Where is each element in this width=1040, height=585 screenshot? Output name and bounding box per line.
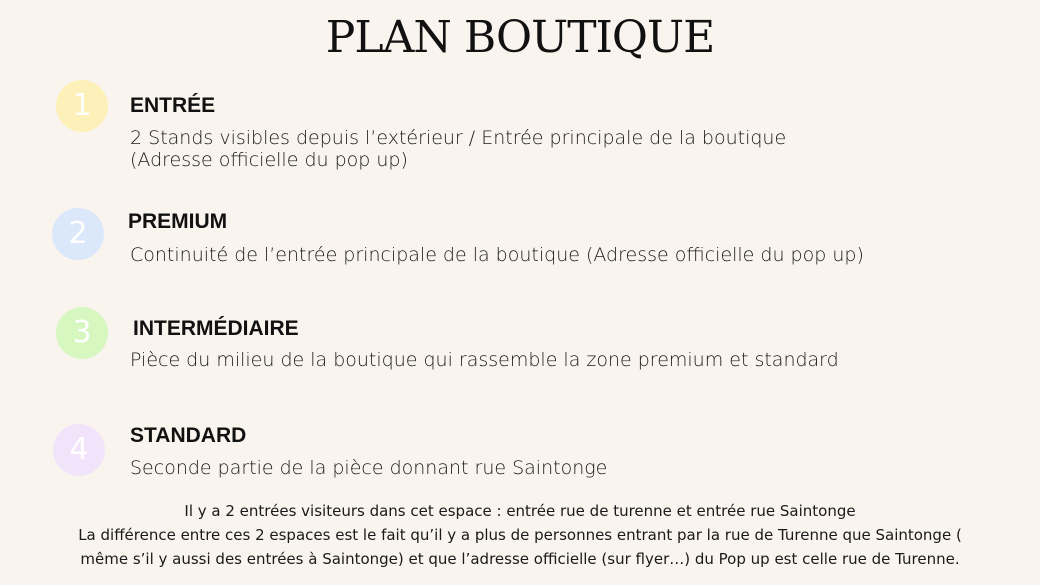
footer-note [20,499,1020,571]
section-3-description-line-1: Pièce du milieu de la boutique qui rassemble la zone premium et standard [130,349,839,371]
section-1-number-badge: 1 [56,80,108,132]
section-4-heading: STANDARD [130,424,247,447]
section-4-number-badge: 4 [53,424,105,476]
section-1-heading: ENTRÉE [130,94,216,117]
section-2-heading: PREMIUM [128,210,228,233]
page-title: PLAN BOUTIQUE [325,12,715,63]
section-4-description-line-1: Seconde partie de la pièce donnant rue Saintonge [130,457,608,479]
section-2-description-line-1: Continuité de l’entrée principale de la boutique (Adresse officielle du pop up) [130,244,864,266]
section-3-number-badge: 3 [56,307,108,359]
section-1-description-line-2: (Adresse officielle du pop up) [130,149,408,171]
section-1-description-line-1: 2 Stands visibles depuis l’extérieur / Entrée principale de la boutique [130,127,787,149]
footer-line-2: La différence entre ces 2 espaces est le fait qu’il y a plus de personnes entrant par la rue de Turenne que Saintonge ( [78,526,962,544]
footer-line-1: Il y a 2 entrées visiteurs dans cet espace : entrée rue de turenne et entrée rue Saintonge [184,502,856,520]
section-3-heading: INTERMÉDIAIRE [133,317,299,340]
footer-line-3: même s’il y aussi des entrées à Saintonge) et que l’adresse officielle (sur flyer…) du Pop up est celle rue de Turenne. [80,550,960,568]
section-2-number-badge: 2 [52,208,104,260]
